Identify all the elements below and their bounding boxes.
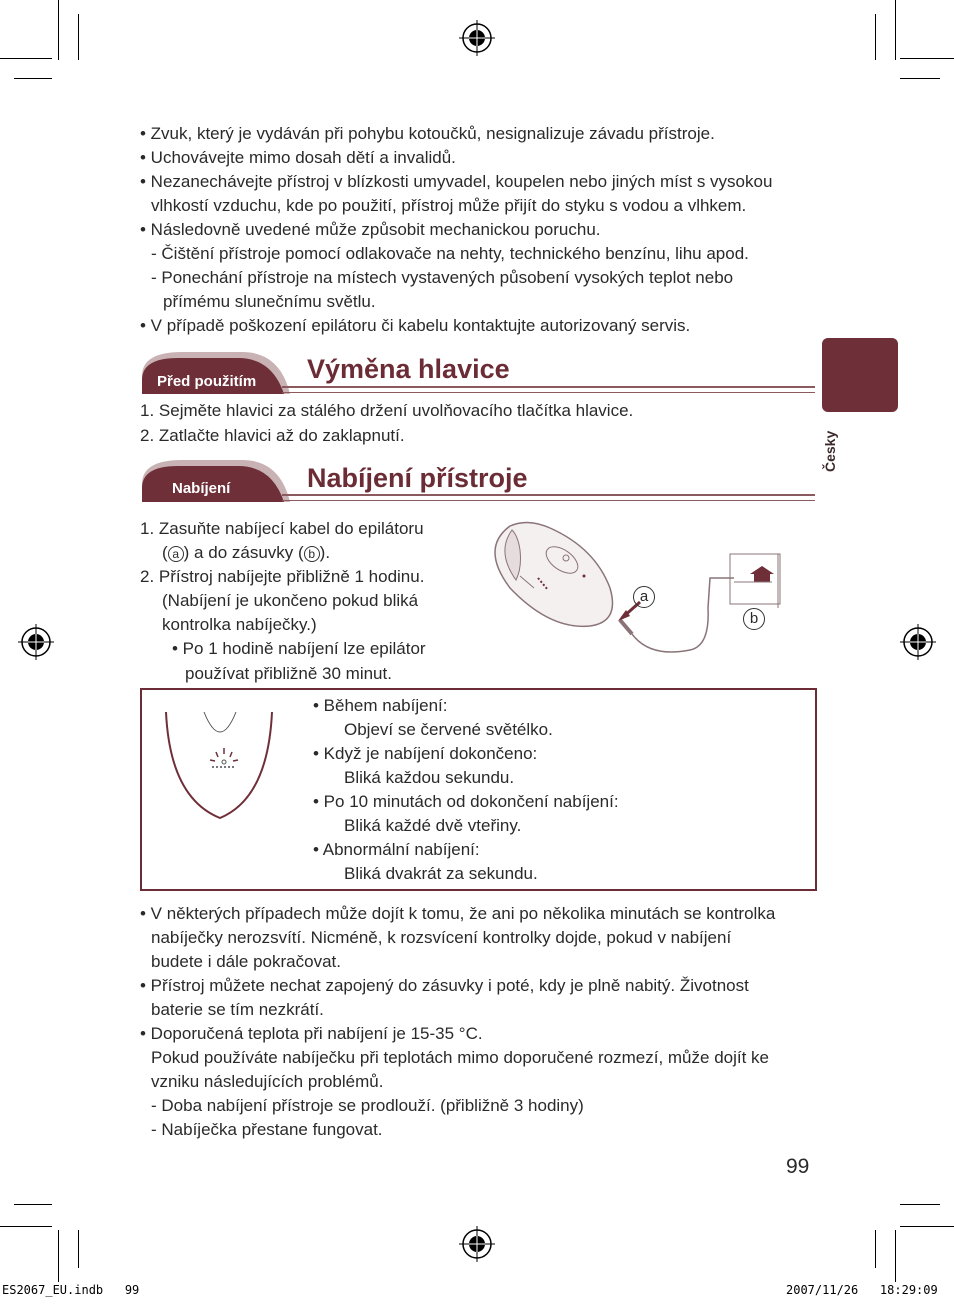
section-divider <box>282 392 815 393</box>
step-item: 1. Zasuňte nabíjecí kabel do epilátoru <box>140 519 424 538</box>
crop-mark <box>58 1230 59 1282</box>
charging-lamp-illustration <box>160 708 280 826</box>
registration-mark-icon <box>459 20 495 56</box>
section-title: Výměna hlavice <box>307 354 510 384</box>
registration-mark-icon <box>18 624 54 660</box>
section-divider <box>282 494 815 496</box>
list-item: • Nezanechávejte přístroj v blízkosti umyvadel, koupelen nebo jiných míst s vysokou <box>140 172 773 191</box>
section-divider <box>282 386 815 388</box>
list-item: • V některých případech může dojít k tomu, že ani po několika minutách se kontrolka <box>140 904 776 923</box>
list-item: - Ponechání přístroje na místech vystavených působení vysokých teplot nebo <box>151 268 734 287</box>
top-bullet-list <box>140 122 820 338</box>
list-item: Pokud používáte nabíječku při teplotách mimo doporučené rozmezí, může dojít ke <box>151 1048 770 1067</box>
list-item: přímému slunečnímu světlu. <box>163 292 376 311</box>
registration-mark-icon <box>459 1226 495 1262</box>
status-label: • Když je nabíjení dokončeno: <box>313 744 538 763</box>
crop-mark <box>58 0 59 60</box>
list-item: - Nabíječka přestane fungovat. <box>151 1120 383 1139</box>
charging-status-list <box>313 694 619 886</box>
list-item: - Doba nabíjení přístroje se prodlouží. (přibližně 3 hodiny) <box>151 1096 584 1115</box>
crop-mark <box>875 14 876 60</box>
callout-a-icon: a <box>168 546 184 562</box>
step-item: (Nabíjení je ukončeno pokud bliká <box>162 591 419 610</box>
status-detail: Bliká dvakrát za sekundu. <box>344 864 538 883</box>
list-item: • Uchovávejte mimo dosah dětí a invalidů. <box>140 148 456 167</box>
footer-file-info: ES2067_EU.indb 99 <box>2 1283 140 1297</box>
crop-mark <box>900 78 940 79</box>
crop-mark <box>78 14 79 60</box>
callout-b-icon: b <box>304 546 320 562</box>
section-title: Nabíjení přístroje <box>307 463 528 493</box>
list-item: vzniku následujících problémů. <box>151 1072 384 1091</box>
crop-mark <box>0 58 52 59</box>
crop-mark <box>900 58 954 59</box>
status-label: • Po 10 minutách od dokončení nabíjení: <box>313 792 619 811</box>
language-tab-label: Česky <box>822 430 838 472</box>
crop-mark <box>78 1230 79 1268</box>
crop-mark <box>14 78 52 79</box>
bottom-bullet-list <box>140 902 820 1142</box>
callout-a-icon: a <box>633 586 655 608</box>
section-divider <box>282 500 815 501</box>
crop-mark <box>875 1230 876 1268</box>
list-item: • V případě poškození epilátoru či kabelu kontaktujte autorizovaný servis. <box>140 316 691 335</box>
status-detail: Objeví se červené světélko. <box>344 720 553 739</box>
section-tag-label: Před použitím <box>157 373 257 390</box>
crop-mark <box>895 0 896 60</box>
crop-mark <box>14 1204 52 1205</box>
sub-bullet: • Po 1 hodině nabíjení lze epilátor <box>172 639 426 658</box>
callout-b-icon: b <box>743 608 765 630</box>
status-detail: Bliká každou sekundu. <box>344 768 515 787</box>
list-item: • Doporučená teplota při nabíjení je 15-35 °C. <box>140 1024 483 1043</box>
crop-mark <box>895 1230 896 1282</box>
list-item: baterie se tím nezkrátí. <box>151 1000 324 1019</box>
status-label: • Abnormální nabíjení: <box>313 840 480 859</box>
registration-mark-icon <box>900 624 936 660</box>
footer-timestamp: 2007/11/26 18:29:09 <box>786 1283 938 1297</box>
page-number: 99 <box>786 1155 810 1178</box>
list-item: • Následovně uvedené může způsobit mechanickou poruchu. <box>140 220 601 239</box>
status-label: • Během nabíjení: <box>313 696 448 715</box>
step-item: ( a ) a do zásuvky ( b ). <box>162 543 331 562</box>
list-item: - Čištění přístroje pomocí odlakovače na nehty, technického benzínu, lihu apod. <box>151 244 749 263</box>
list-item: vlhkostí vzduchu, kde po použití, přístroj může přijít do styku s vodou a vlhkem. <box>151 196 747 215</box>
list-item: • Přístroj můžete nechat zapojený do zásuvky i poté, kdy je plně nabitý. Životnost <box>140 976 749 995</box>
list-item: nabíječky nerozsvítí. Nicméně, k rozsvícení kontrolky dojde, pokud v nabíjení <box>151 928 732 947</box>
step-item: 1. Sejměte hlavici za stálého držení uvolňovacího tlačítka hlavice. <box>140 401 634 420</box>
sub-bullet: používat přibližně 30 minut. <box>185 664 392 683</box>
section-tag-label: Nabíjení <box>172 480 231 497</box>
step-item: kontrolka nabíječky.) <box>162 615 317 634</box>
crop-mark <box>900 1226 954 1227</box>
list-item: budete i dále pokračovat. <box>151 952 341 971</box>
crop-mark <box>0 1226 52 1227</box>
crop-mark <box>900 1204 940 1205</box>
step-item: 2. Zatlačte hlavici až do zaklapnutí. <box>140 426 405 445</box>
step-item: 2. Přístroj nabíjejte přibližně 1 hodinu. <box>140 567 425 586</box>
language-tab[interactable] <box>822 338 898 412</box>
list-item: • Zvuk, který je vydáván při pohybu kotoučků, nesignalizuje závadu přístroje. <box>140 124 715 143</box>
status-detail: Bliká každé dvě vteřiny. <box>344 816 522 835</box>
